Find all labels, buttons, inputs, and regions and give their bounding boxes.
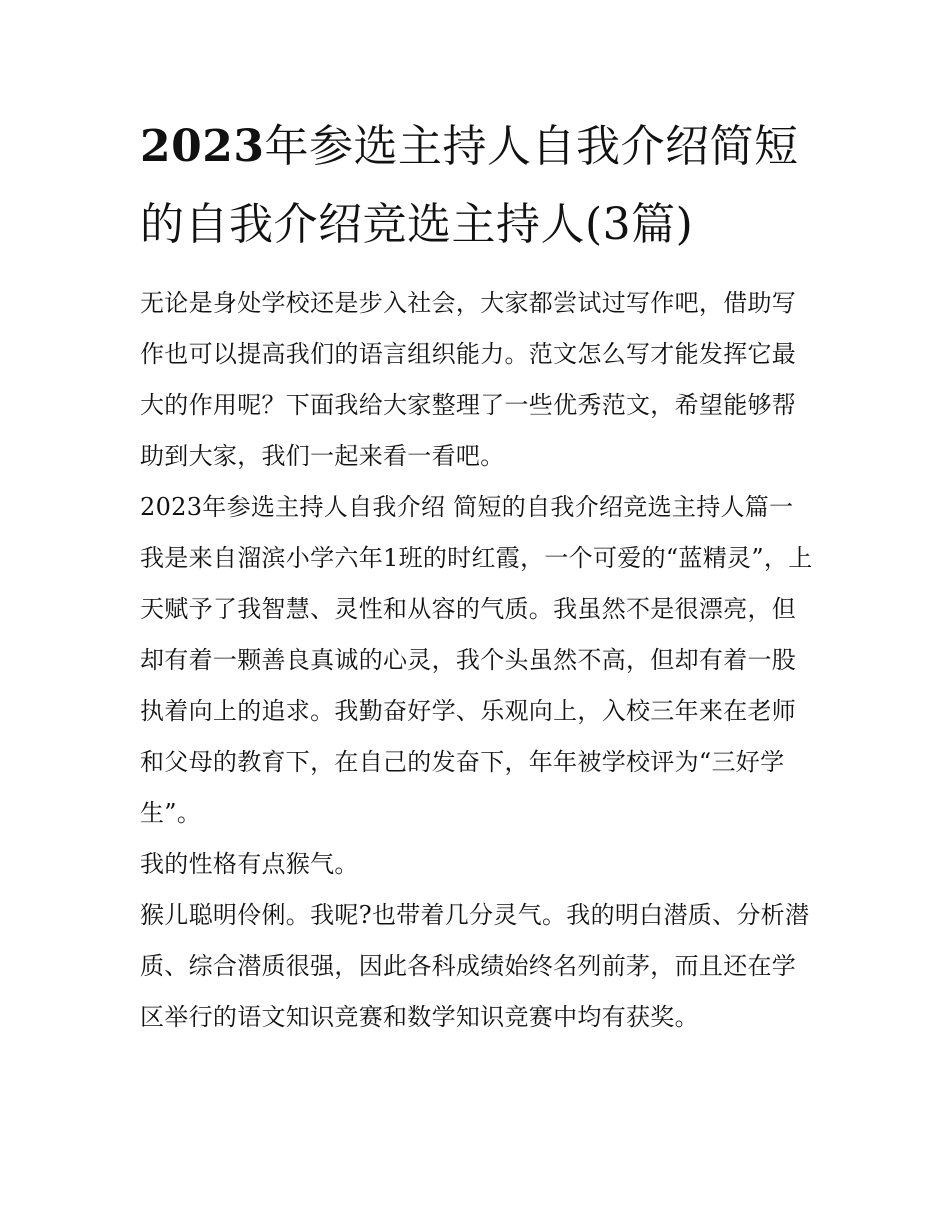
body-paragraph: 我是来自溜滨小学六年1班的时红霞，一个可爱的“蓝精灵”，上天赋予了我智慧、灵性和从容的气质。我虽然不是很漂亮，但却有着一颗善良真诚的心灵，我个头虽然不高，但却有着一股执着向上的追求。我勤奋好学、乐观向上，入校三年来在老师和父母的教育下，在自己的发奋下，年年被学校评为“三好学生”。 — [140, 544, 813, 827]
body-paragraph: 我的性格有点猴气。 — [140, 850, 359, 878]
body-paragraph: 猴儿聪明伶俐。我呢?也带着几分灵气。我的明白潜质、分析潜质、综合潜质很强，因此各科成绩始终名列前茅，而且还在学区举行的语文知识竞赛和数学知识竞赛中均有获奖。 — [140, 901, 810, 1031]
document-page — [140, 108, 816, 1043]
document-title — [140, 108, 816, 264]
section-heading: 2023年参选主持人自我介绍 简短的自我介绍竞选主持人篇一 — [140, 493, 794, 521]
intro-paragraph: 无论是身处学校还是步入社会，大家都尝试过写作吧，借助写作也可以提高我们的语言组织能力。范文怎么写才能发挥它最大的作用呢？下面我给大家整理了一些优秀范文，希望能够帮助到大家，我们一起来看一看吧。 — [140, 289, 797, 470]
title-year: 2023 — [140, 121, 265, 172]
title-text: 年参选主持人自我介绍简短的自我介绍竞选主持人(3篇) — [140, 121, 799, 250]
